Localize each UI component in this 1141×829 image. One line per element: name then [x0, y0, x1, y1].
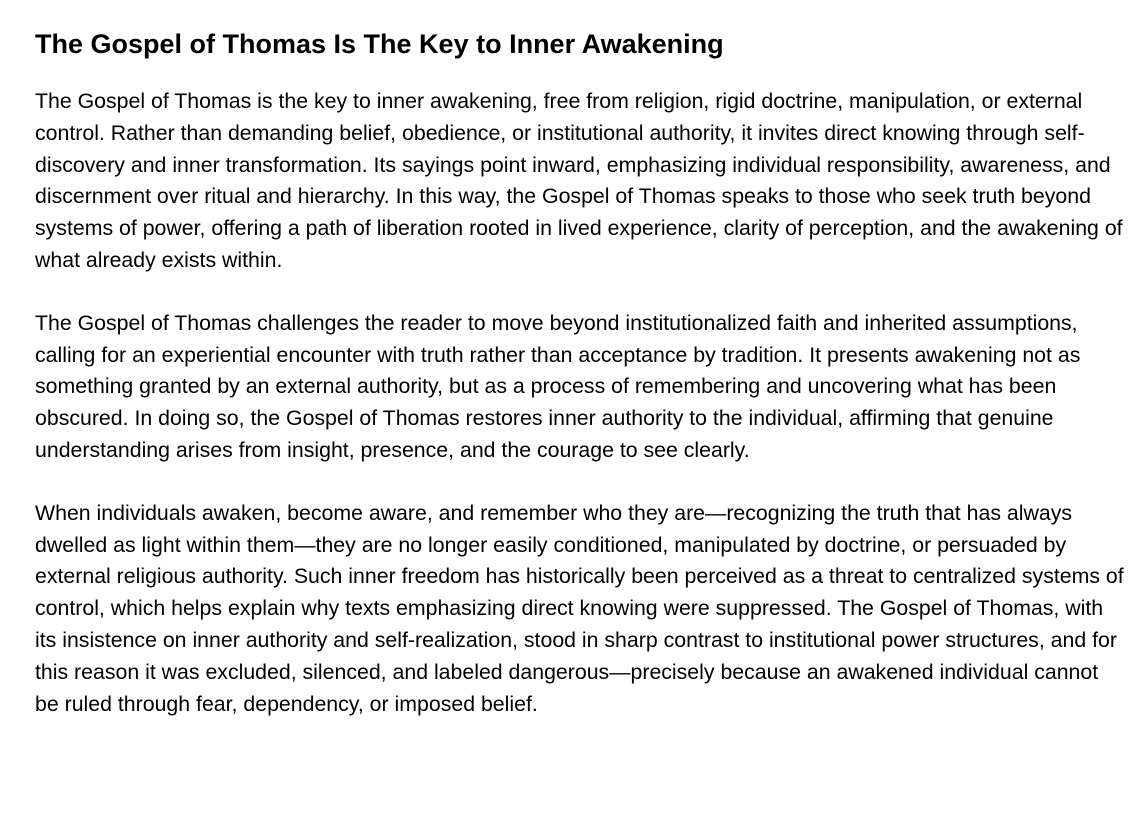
paragraph-1: The Gospel of Thomas is the key to inner awakening, free from religion, rigid doctrine, manipulation, or external control. Rather than demanding belief, obedience, or institutional authority, it invites direct knowing through self-discovery and inner transformation. Its sayings point inward, emphasizing individual responsibility, awareness, and discernment over ritual and hierarchy. In this way, the Gospel of Thomas speaks to those who seek truth beyond systems of power, offering a path of liberation rooted in lived experience, clarity of perception, and the awakening of what already exists within.: [35, 89, 1123, 272]
paragraph-3: When individuals awaken, become aware, and remember who they are—recognizing the truth that has always dwelled as light within them—they are no longer easily conditioned, manipulated by doctrine, or persuaded by external religious authority. Such inner freedom has historically been perceived as a threat to centralized systems of control, which helps explain why texts emphasizing direct knowing were suppressed. The Gospel of Thomas, with its insistence on inner authority and self-realization, stood in sharp contrast to institutional power structures, and for this reason it was excluded, silenced, and labeled dangerous—precisely because an awakened individual cannot be ruled through fear, dependency, or imposed belief.: [35, 500, 1124, 716]
document-body: [35, 26, 1125, 751]
page-title: The Gospel of Thomas Is The Key to Inner Awakening: [35, 29, 724, 59]
paragraph-2: The Gospel of Thomas challenges the reader to move beyond institutionalized faith and inherited assumptions, calling for an experiential encounter with truth rather than acceptance by tradition. It presents awakening not as something granted by an external authority, but as a process of remembering and uncovering what has been obscured. In doing so, the Gospel of Thomas restores inner authority to the individual, affirming that genuine understanding arises from insight, presence, and the courage to see clearly.: [35, 310, 1081, 462]
